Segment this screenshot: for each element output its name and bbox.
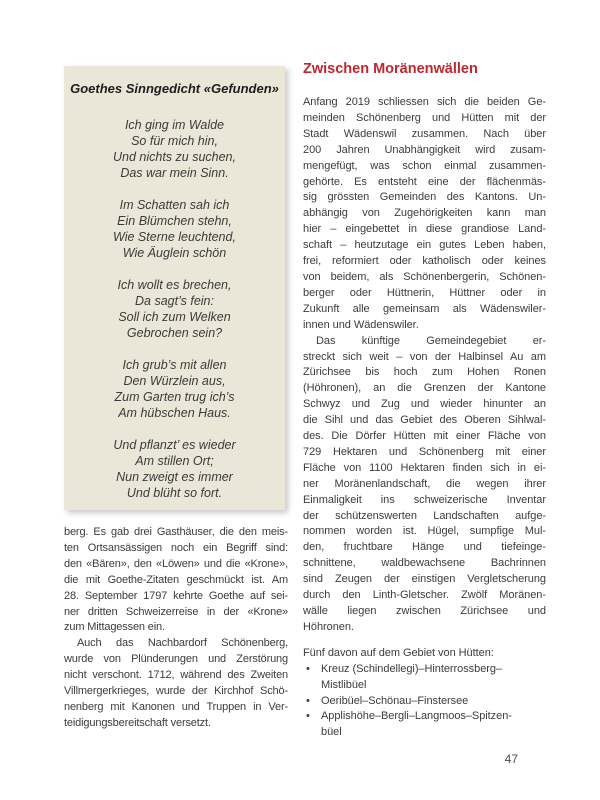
right-column-body [303,95,546,636]
text-line: Villmergerkrieges, wurde der Kirchhof Schö- [64,685,288,698]
text-line: 28. September 1797 kehrte Goethe auf sei- [64,589,288,602]
text-line: Im Schatten sah ich [119,198,230,212]
text-line: Stadt Wädenswil zusammen. Nach über [303,127,546,140]
text-line: Den Würzlein aus, [123,374,226,388]
text-line: Das war mein Sinn. [120,166,229,180]
list-intro: Fünf davon auf dem Gebiet von Hütten: [303,646,494,659]
text-line: Gebrochen sein? [126,326,223,340]
text-line: Und nichts zu suchen, [113,150,236,164]
text-line: Und pflanzt’ es wieder [113,438,236,452]
text-line: Am stillen Ort; [135,454,214,468]
paragraph [303,95,546,334]
text-line: Das künftige Gemeindegebiet er- [316,334,546,347]
poem-stanzas [64,117,285,501]
text-line: durch den Linth-Gletscher. Zwölf Moränen- [303,589,546,602]
section-heading: Zwischen Moränenwällen [303,61,478,77]
poem-stanza [64,357,285,421]
text-line: Fläche von 1100 Hektaren finden sich in ei- [303,461,546,474]
text-line: ner dritten Schweizerreise in der «Krone» [64,605,288,618]
text-line: schnittene, waldbewachsene Bachrinnen [303,557,546,570]
text-line: die mit Goethe-Zitaten geschmückt ist. Am [64,573,288,586]
text-line: 200 Jahren Unabhängigkeit wird zusam- [303,143,546,156]
text-line: Soll ich zum Welken [118,310,231,324]
text-line: Zürichsee bis hoch zum Hohen Ronen [303,366,546,379]
bullet-text [321,709,512,741]
page-number: 47 [504,752,518,766]
text-line: Schwyz und Zug und wieder hinunter an [303,398,546,411]
text-line: von beidem, als Schönenbergerin, Schönen- [303,270,546,283]
bullet-icon: • [306,694,310,707]
text-line: schaft – heutzutage ein gutes Leben haben, [303,239,546,252]
paragraph [303,334,546,636]
bullet-item [303,694,546,710]
text-line: (Höhronen), an die Grenzen der Kantone [303,382,546,395]
text-line: den «Bären», den «Löwen» und die «Krone», [64,557,288,570]
paragraph [64,636,288,731]
text-line: Oeribüel–Schönau–Finstersee [321,694,469,707]
poem-stanza [64,277,285,341]
text-line: Zukunft alle gemeinsam als Wädenswiler- [303,302,546,315]
poem-stanza [64,197,285,261]
text-line: wurde von Plünderungen und Zerstörung [64,653,288,666]
text-line: Auch das Nachbardorf Schönenberg, [77,637,288,650]
text-line: teidigungsbereitschaft versetzt. [64,716,211,729]
text-line: gehörte. Es entsteht eine der flächenmäs- [303,175,546,188]
text-line: Einmaligkeit ins schweizerische Inventar [303,493,546,506]
text-line: Wie Sterne leuchtend, [113,230,236,244]
text-line: 729 Hektaren und Schönenberg mit einer [303,445,546,458]
text-line: Applishöhe–Bergli–Langmoos–Spitzen- [321,710,512,723]
text-line: sig grössten Gemeinden des Kantons. Un- [303,191,546,204]
text-line: Und blüht so fort. [126,486,223,500]
text-line: berg. Es gab drei Gasthäuser, die den meis- [64,526,288,538]
text-line: zum Mittagessen ein. [64,621,165,634]
text-line: der schützenswerten Landschaften aufge- [303,509,546,522]
right-column [303,60,546,741]
bullet-list [303,662,546,742]
poem-box [64,66,285,510]
text-line: berger oder Hüttnerin, Hüttner oder in [303,286,546,299]
poem-stanza [64,117,285,181]
bullet-text [321,694,468,710]
text-line: nicht verschont. 1712, während des Zweiten [64,669,288,682]
text-line: mengefügt, was schon einmal zusammen- [303,159,546,172]
text-line: ten Ortsansässigen noch ein Begriff sind: [64,541,288,554]
text-line: nommen worden ist. Hügel, sumpfige Mul- [303,525,546,538]
text-line: Am hübschen Haus. [118,406,231,420]
bullet-icon: • [306,710,310,723]
bullet-icon: • [306,662,310,675]
text-line: hier – eingebettet in diese grandiose Land- [303,223,546,236]
poem-title: Goethes Sinngedicht «Gefunden» [70,81,279,96]
text-line: Da sagt’s fein: [135,294,214,308]
text-line: Zum Garten trug ich’s [114,390,235,404]
bullet-item [303,709,546,741]
text-line: den, fruchtbare Hänge und tiefeinge- [303,541,546,554]
text-line: die Sihl und das Gebiet des Oberen Sihlwal- [303,414,546,427]
bullet-text [321,662,502,694]
paragraph [64,525,288,636]
text-line: Ich wollt es brechen, [117,278,232,292]
text-line: frei, reformiert oder katholisch oder keines [303,255,546,268]
text-line: meinden Schönenberg und Hütten mit der [303,111,546,124]
text-line: nenberg mit Kanonen und Truppen in Ver- [64,700,288,713]
text-line: innen und Wädenswiler. [303,318,419,331]
poem-stanza [64,437,285,501]
text-line: ner Moränenlandschaft, die wegen ihrer [303,477,546,490]
text-line: Anfang 2019 schliessen sich die beiden Ge- [303,96,546,108]
text-line: sind Zeugen der einstigen Vergletscherung [303,573,546,586]
text-line: Ein Blümchen stehn, [117,214,232,228]
text-line: Wie Äuglein schön [122,246,227,260]
text-line: wälle liegen zwischen Zürichsee und [303,605,546,617]
left-column [64,525,288,732]
text-line: büel [321,726,342,739]
text-line: streckt sich weit – von der Halbinsel Au am [303,350,546,363]
text-line: abhängig von Zugehörigkeiten kann man [303,207,546,220]
text-line: Kreuz (Schindellegi)–Hinterrossberg– [321,662,503,675]
bullet-item [303,662,546,694]
text-line: Ich ging im Walde [124,118,225,132]
text-line: Höhronen. [303,620,354,633]
text-line: So für mich hin, [131,134,218,148]
text-line: Mistlibüel [321,678,367,691]
text-line: des. Die Dörfer Hütten mit einer Fläche von [303,430,546,443]
text-line: Ich grub’s mit allen [122,358,227,372]
text-line: Nun zweigt es immer [116,470,233,484]
